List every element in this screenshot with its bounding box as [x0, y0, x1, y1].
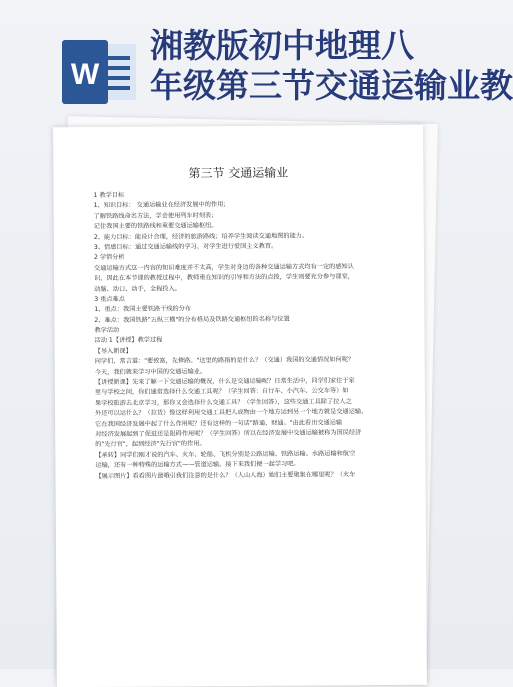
word-icon [60, 40, 140, 104]
document-line: 今天，我们就来学习中国的交通运输业。 [94, 367, 207, 376]
document-line: 同学们，常言道："要致富，先修路。"这里的路指的是什么？（交通）我国的交通情况如何呢？ [94, 356, 355, 366]
document-line: 【承转】同学们刚才说的汽车、火车、轮船、飞机分别是公路运输、铁路运输、水路运输和航空 [95, 449, 356, 459]
document-line: 1、知识目标： 交通运输业在经济发展中的作用； [93, 201, 230, 210]
document-line: 【展示图片】看看图片最哦引我们注意的是什么？（人山人海）她们主要聚集在哪里呢？（火车 [95, 470, 356, 480]
document-line: 记住我国主要的铁路线和重要交通运输枢纽。 [93, 222, 218, 231]
document-page [53, 125, 427, 687]
document-line: 识，因此在本节课的教授过程中，教师重在知识的引导和方法的点拨，学生则要充分参与课堂， [94, 273, 355, 283]
document-line: 外还可以运什么？（拉货）像这样利用交通工具把人或物由一个地方运到另一个地方就是交通运输， [95, 408, 368, 418]
svg-text:W: W [70, 58, 100, 91]
document-line: 的"先行官"，起到经济"先行官"的作用。 [95, 440, 206, 449]
document-line: 活动 1【讲授】教学过程 [94, 337, 163, 345]
document-line: 2 学情分析 [93, 254, 125, 262]
document-line: 对经济发展起到了促进还是阻碍作用呢？（学生回答）所以在经济发展中交通运输被称为国民经济 [95, 429, 362, 438]
document-line: 1 教学目标 [93, 191, 125, 200]
banner-title-line-2: 年级第三节交通运输业教 [150, 66, 513, 105]
document-line: 里与学校之间，你们通常选择什么交通工具呢？（学生回答：自行车、小汽车、公交车等）如 [94, 387, 349, 397]
document-title: 第三节 交通运输业 [188, 165, 289, 181]
document-line: 教学活动 [94, 326, 120, 335]
document-line: 【导入新课】 [94, 347, 132, 355]
document-line: 【讲授新课】先来了解一下交通运输的概况，什么是交通运输呢？日常生活中，同学们家住于家 [94, 377, 355, 387]
document-line: 交通运输方式这一内容的知识难度并不太高，学生对身边的各种交通运输方式均有一定的感知认 [94, 262, 354, 272]
document-line: 2、难点：我国铁路"五纵三横"的分布格局及铁路交通枢纽的名称与位置 [94, 315, 290, 324]
document-line: 运输，还有一种特殊的运输方式——管道运输。接下来我们便一起学习吧。 [95, 460, 300, 470]
document-line: 3 重点难点 [94, 295, 125, 303]
document-line: 2、能力目标：能设计合理，经济的旅游路线；培养学生阅读交通地图的能力。 [93, 232, 309, 241]
document-line: 动脑、动口、动手，全程投入。 [94, 284, 181, 293]
document-body [93, 189, 395, 482]
document-line: 1、重点：我国主要铁路干线的分布 [94, 305, 192, 314]
banner-title [150, 26, 513, 106]
document-line: 了解铁路线命名方法，学会使用列车时刻表； [93, 211, 218, 220]
document-line: 它在我国经济发展中起了什么作用呢？还有这样的一句话"路通、财通。"由此看出交通运输 [95, 418, 343, 428]
banner-title-line-1: 湘教版初中地理八 [150, 26, 414, 65]
document-line: 3、情感目标：通过交通运输线的学习，对学生进行爱国主义教育。 [93, 242, 278, 251]
document-line: 果学校旅游去北京学习，那你又会选择什么交通工具？（学生回答），这些交通工具除了拉人之 [94, 398, 352, 407]
